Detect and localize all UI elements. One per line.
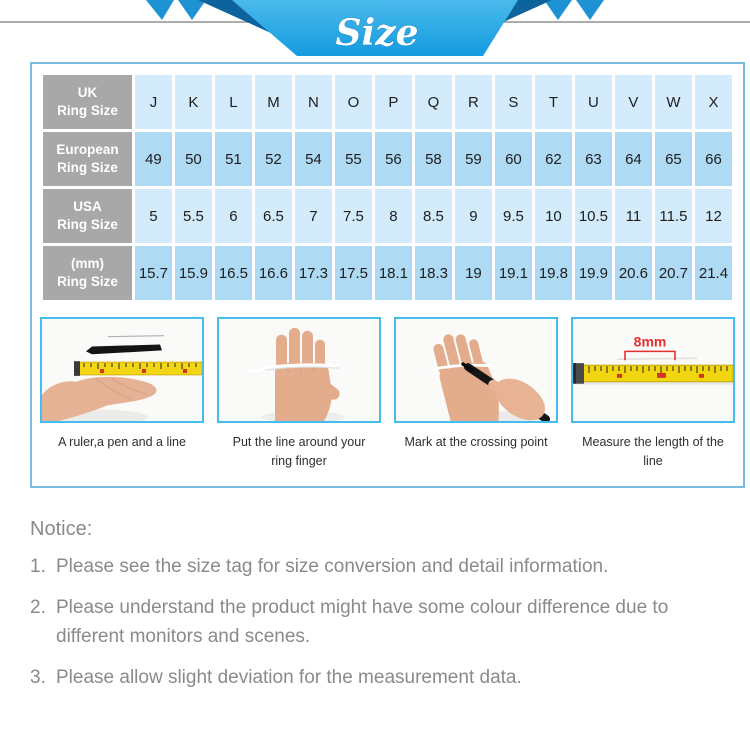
notice-item (30, 664, 730, 693)
ruler-pen-line-photo (40, 317, 204, 423)
mark-crossing-photo (394, 317, 558, 423)
size-cell: 66 (695, 132, 732, 186)
size-cell: 21.4 (695, 246, 732, 300)
step-caption: Measure the length of the line (582, 435, 724, 469)
size-cell: 11 (615, 189, 652, 243)
notice-item-text: Please allow slight deviation for the measurement data. (56, 667, 522, 689)
tape-measure-illustration (573, 319, 733, 421)
line-around-finger-photo (217, 317, 381, 423)
size-cell: U (575, 75, 612, 129)
step-mark-crossing (394, 317, 558, 472)
size-cell: 7.5 (335, 189, 372, 243)
size-cell: 19 (455, 246, 492, 300)
step-caption: Mark at the crossing point (404, 435, 548, 449)
size-cell: 19.9 (575, 246, 612, 300)
notice-item-text: Please see the size tag for size conversion and detail information. (56, 555, 609, 577)
step-caption: Put the line around your ring finger (232, 435, 366, 469)
row-header: USA Ring Size (43, 189, 132, 243)
size-cell: L (215, 75, 252, 129)
size-cell: 63 (575, 132, 612, 186)
notice-item-text: Please understand the product might have some colour difference due to different monitors and scenes. (56, 597, 669, 647)
size-cell: 10 (535, 189, 572, 243)
notice-list (30, 553, 730, 693)
size-cell: 60 (495, 132, 532, 186)
size-cell: 19.8 (535, 246, 572, 300)
size-cell: 8 (375, 189, 412, 243)
size-cell: 55 (335, 132, 372, 186)
size-cell: 5.5 (175, 189, 212, 243)
size-cell: 52 (255, 132, 292, 186)
size-cell: 7 (295, 189, 332, 243)
table-row (43, 132, 732, 186)
step-ruler-pen-line (40, 317, 204, 472)
size-cell: 15.7 (135, 246, 172, 300)
size-cell: 59 (455, 132, 492, 186)
table-row (43, 189, 732, 243)
size-cell: 6 (215, 189, 252, 243)
ribbon-graphic (0, 0, 750, 58)
size-cell: 8.5 (415, 189, 452, 243)
size-cell: J (135, 75, 172, 129)
size-cell: 9 (455, 189, 492, 243)
size-cell: 15.9 (175, 246, 212, 300)
measuring-steps (32, 311, 743, 486)
size-cell: 62 (535, 132, 572, 186)
row-header: UK Ring Size (43, 75, 132, 129)
table-row (43, 75, 732, 129)
measure-length-photo (571, 317, 735, 423)
ribbon-tail-right (544, 0, 572, 20)
size-cell: 64 (615, 132, 652, 186)
size-cell: S (495, 75, 532, 129)
size-chart-panel (30, 62, 745, 488)
size-cell: 54 (295, 132, 332, 186)
size-cell: 17.3 (295, 246, 332, 300)
size-cell: 5 (135, 189, 172, 243)
notice-item (30, 594, 730, 651)
ring-size-table (40, 72, 735, 303)
notice-item (30, 553, 730, 582)
step-caption: A ruler,a pen and a line (58, 435, 186, 449)
size-ribbon-banner (0, 0, 750, 58)
size-cell: 17.5 (335, 246, 372, 300)
size-cell: 49 (135, 132, 172, 186)
row-header: (mm) Ring Size (43, 246, 132, 300)
size-cell: 16.5 (215, 246, 252, 300)
table-row (43, 246, 732, 300)
size-cell: 11.5 (655, 189, 692, 243)
size-cell: 51 (215, 132, 252, 186)
size-cell: 16.6 (255, 246, 292, 300)
measurement-label: 8mm (633, 333, 667, 350)
size-cell: 9.5 (495, 189, 532, 243)
notice-item-number: 2. (30, 597, 46, 619)
size-cell: W (655, 75, 692, 129)
size-cell: Q (415, 75, 452, 129)
size-cell: 10.5 (575, 189, 612, 243)
size-table-body (43, 75, 732, 300)
size-cell: 65 (655, 132, 692, 186)
notice-item-number: 1. (30, 555, 46, 577)
marking-hands-illustration (396, 319, 556, 421)
step-measure-length (571, 317, 735, 472)
size-cell: 50 (175, 132, 212, 186)
size-cell: 20.7 (655, 246, 692, 300)
size-cell: O (335, 75, 372, 129)
size-cell: M (255, 75, 292, 129)
size-cell: 18.1 (375, 246, 412, 300)
size-cell: 18.3 (415, 246, 452, 300)
size-cell: 20.6 (615, 246, 652, 300)
size-cell: K (175, 75, 212, 129)
notice-title: Notice: (30, 517, 93, 540)
ruler-graphic (74, 361, 202, 376)
size-cell: 19.1 (495, 246, 532, 300)
size-cell: V (615, 75, 652, 129)
row-header: European Ring Size (43, 132, 132, 186)
step-line-around-finger (217, 317, 381, 472)
size-cell: 56 (375, 132, 412, 186)
size-cell: P (375, 75, 412, 129)
size-cell: R (455, 75, 492, 129)
tape-measure-graphic (573, 363, 733, 385)
size-cell: X (695, 75, 732, 129)
size-cell: 6.5 (255, 189, 292, 243)
ruler-pen-line-illustration (42, 319, 202, 421)
size-cell: N (295, 75, 332, 129)
hand-with-string-illustration (219, 319, 379, 421)
notice-section (30, 518, 730, 693)
size-cell: 58 (415, 132, 452, 186)
notice-item-number: 3. (30, 667, 46, 689)
ribbon-tail-left (146, 0, 174, 20)
size-cell: 12 (695, 189, 732, 243)
banner-title: Size (335, 12, 419, 54)
size-cell: T (535, 75, 572, 129)
